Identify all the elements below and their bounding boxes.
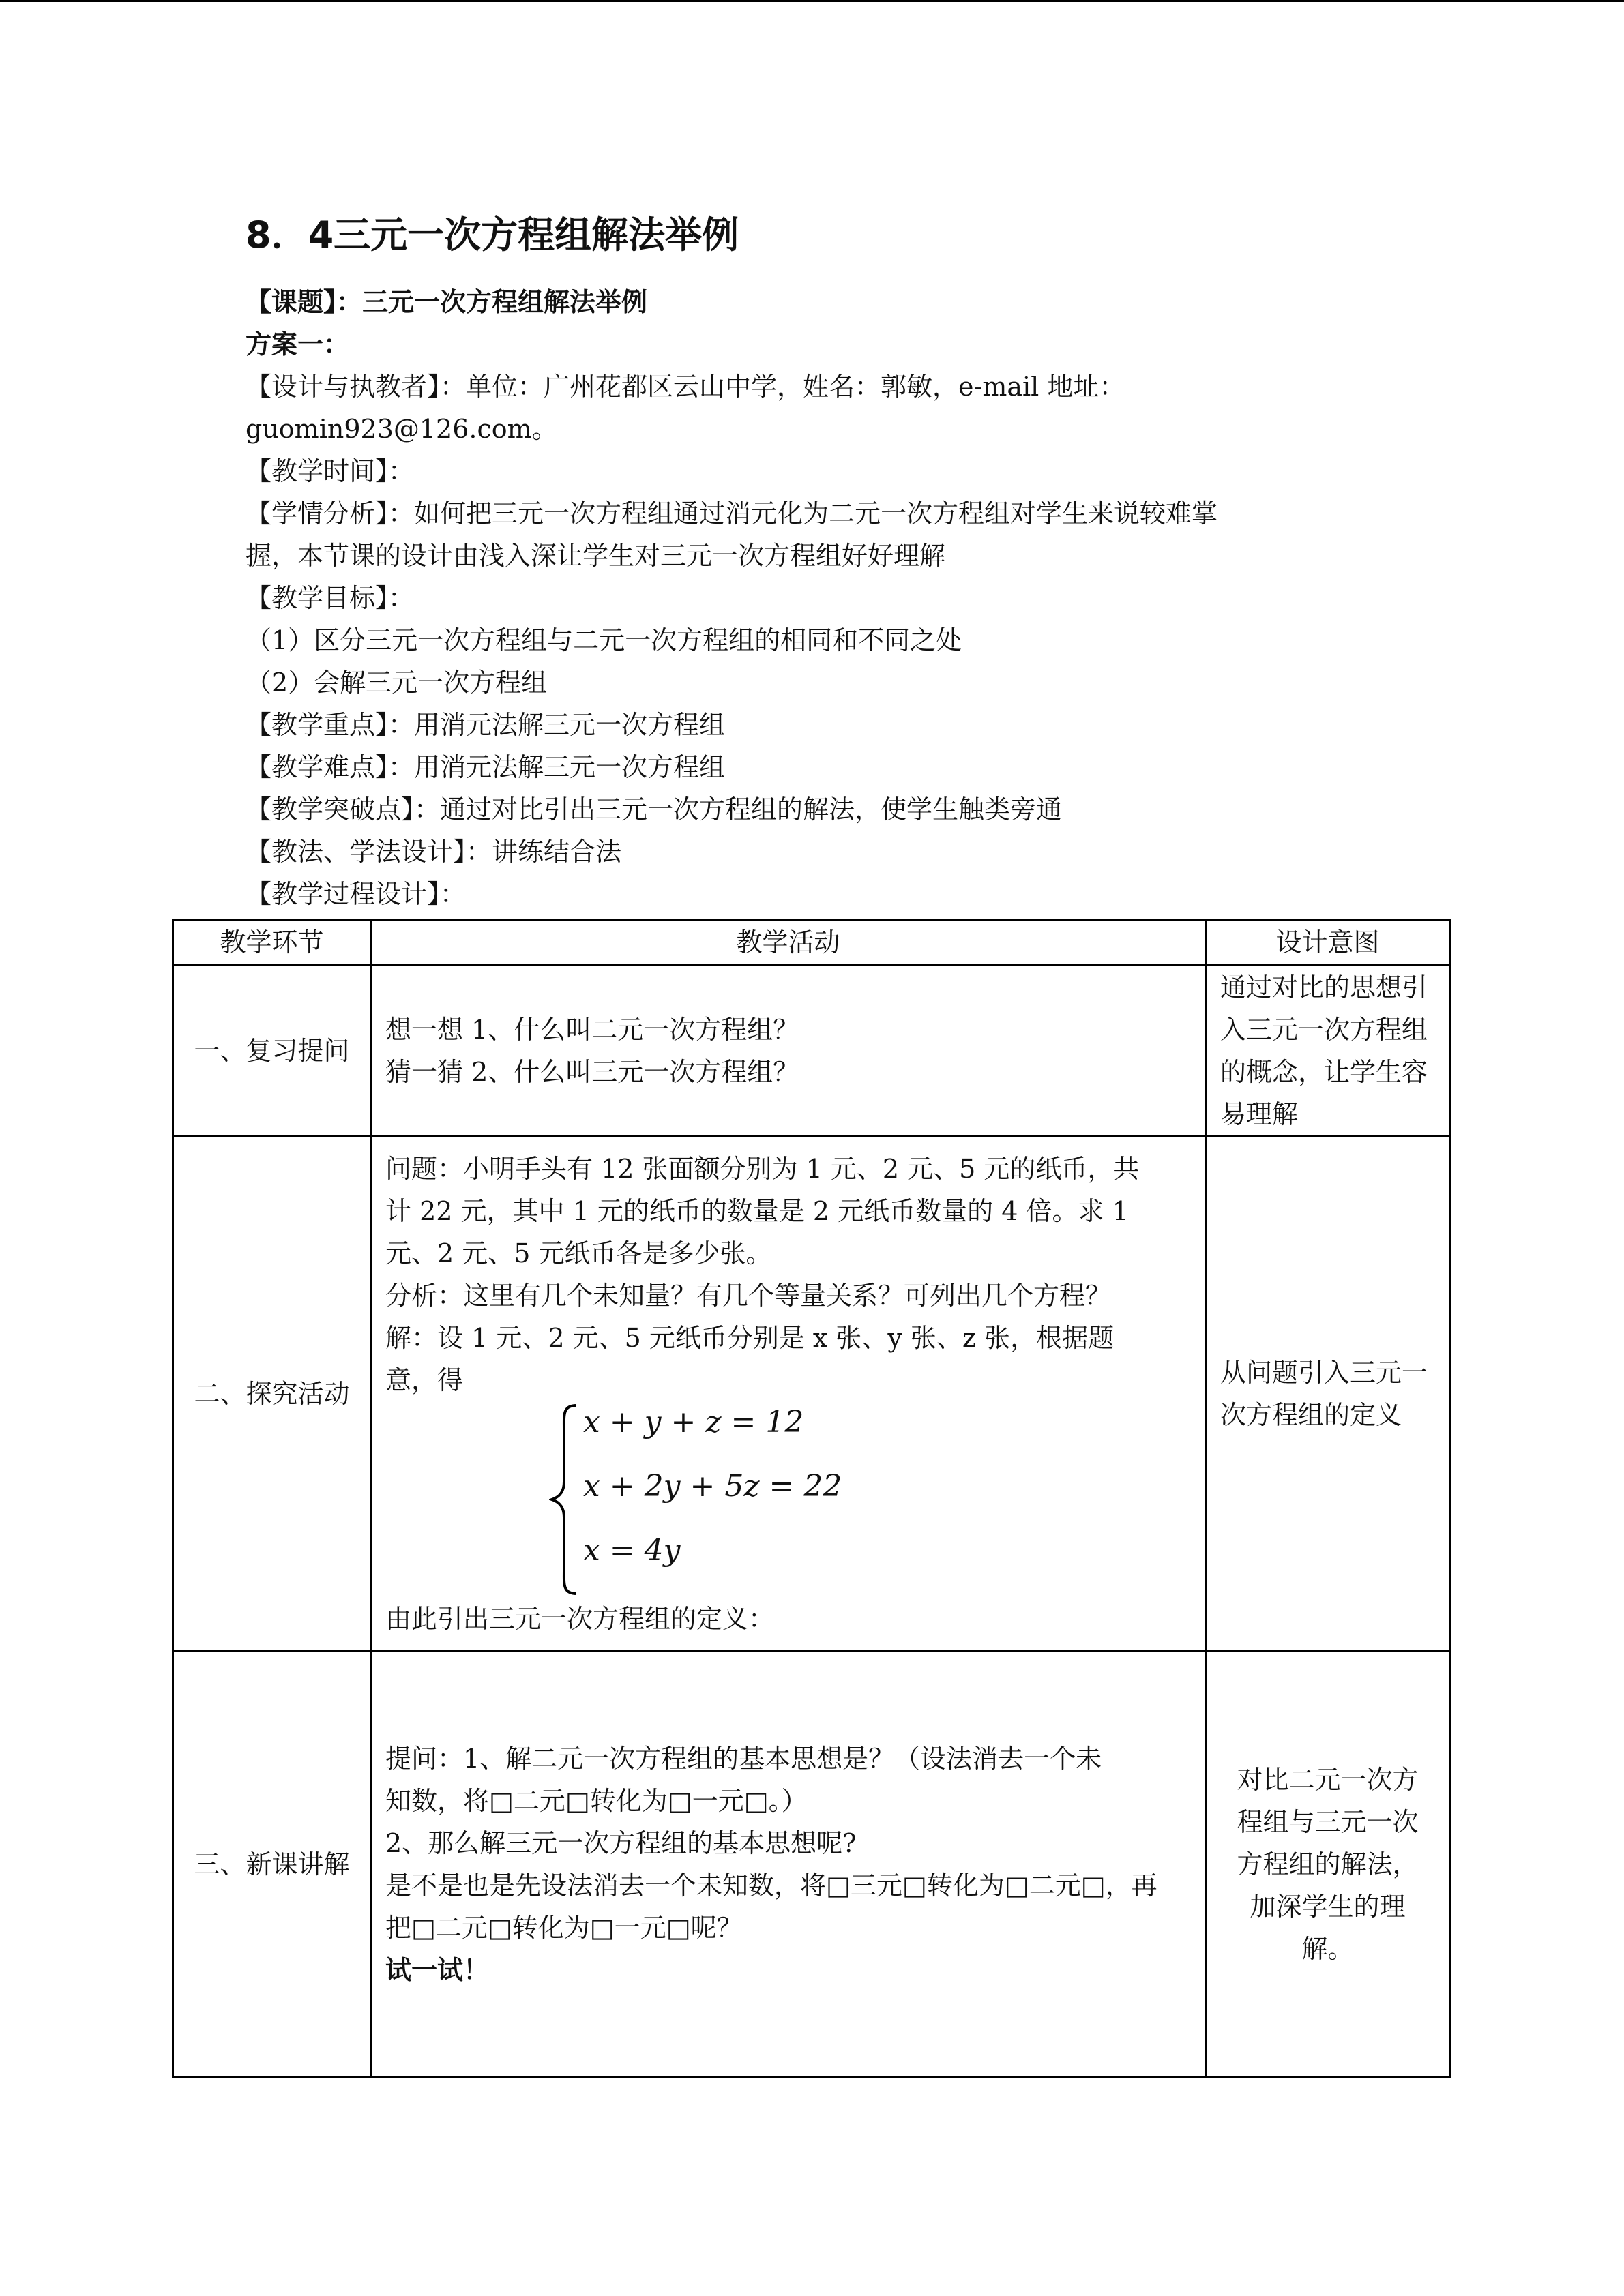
analysis-line-2: 握，本节课的设计由浅入深让学生对三元一次方程组好好理解: [246, 541, 946, 571]
equation-2: x + 2y + 5z = 22: [583, 1468, 842, 1504]
intent-line: 解。: [1301, 1933, 1354, 1964]
activity-line: 知数，将□二元□转化为□一元□。）: [385, 1785, 808, 1816]
method: 【教法、学法设计】：讲练结合法: [246, 837, 622, 867]
goal-1: （1）区分三元一次方程组与二元一次方程组的相同和不同之处: [246, 625, 962, 655]
equation-3: x = 4y: [583, 1532, 681, 1568]
equation-1: x + y + z = 12: [583, 1404, 804, 1440]
intent-review: 通过对比的思想引入三元一次方程组的概念，让学生容易理解: [1206, 965, 1450, 1137]
table-row: [173, 965, 1450, 1137]
header-intent: 设计意图: [1206, 921, 1450, 965]
activity-line: 猜一猜 2、什么叫三元一次方程组？: [385, 1056, 799, 1087]
activity-line: 2、那么解三元一次方程组的基本思想呢?: [385, 1828, 857, 1858]
goals-label: 【教学目标】：: [246, 583, 415, 613]
email-line: guomin923@126.com。: [246, 414, 558, 444]
breakthrough: 【教学突破点】：通过对比引出三元一次方程组的解法，使学生触类旁通: [246, 794, 1063, 824]
try-it-label: 试一试！: [385, 1954, 490, 1985]
activity-line: 意，得: [385, 1365, 464, 1395]
activity-line: 由此引出三元一次方程组的定义：: [385, 1603, 775, 1634]
activity-line: 提问：1、解二元一次方程组的基本思想是？（设法消去一个未: [385, 1743, 1102, 1774]
difficulty: 【教学难点】：用消元法解三元一次方程组: [246, 752, 726, 782]
designer-line: 【设计与执教者】：单位：广州花都区云山中学，姓名：郭敏，e-mail 地址：: [246, 372, 1125, 402]
lesson-meta: [246, 281, 1405, 915]
topic-line: [246, 281, 1405, 323]
plan-label: 方案一：: [246, 329, 350, 359]
intent-line: 程组与三元一次: [1237, 1806, 1419, 1837]
process-label: 【教学过程设计】：: [246, 879, 467, 909]
activity-line: 问题：小明手头有 12 张面额分别为 1 元、2 元、5 元的纸币，共: [385, 1153, 1140, 1184]
left-brace-icon: [549, 1401, 579, 1598]
time-line: 【教学时间】：: [246, 456, 415, 486]
intent-line: 加深学生的理: [1250, 1891, 1406, 1922]
teaching-process-table: [172, 919, 1451, 2078]
header-stage: 教学环节: [173, 921, 371, 965]
key-point: 【教学重点】：用消元法解三元一次方程组: [246, 710, 726, 740]
activity-line: 计 22 元，其中 1 元的纸币的数量是 2 元纸币数量的 4 倍。求 1: [385, 1195, 1129, 1226]
activity-review: [371, 965, 1206, 1137]
intent-explore: 从问题引入三元一次方程组的定义: [1206, 1137, 1450, 1651]
topic-value: 三元一次方程组解法举例: [362, 287, 648, 317]
intent-new-lesson: [1206, 1651, 1450, 2078]
header-activity: 教学活动: [371, 921, 1206, 965]
analysis-line-1: 【学情分析】：如何把三元一次方程组通过消元化为二元一次方程组对学生来说较难掌: [246, 498, 1218, 528]
activity-line: 想一想 1、什么叫二元一次方程组？: [385, 1014, 799, 1045]
activity-explore: [371, 1137, 1206, 1651]
stage-new-lesson: 三、新课讲解: [173, 1651, 371, 2078]
intent-line: 方程组的解法，: [1237, 1849, 1419, 1879]
equation-system: [549, 1401, 1191, 1598]
intent-line: 对比二元一次方: [1237, 1764, 1419, 1795]
activity-line: 元、2 元、5 元纸币各是多少张。: [385, 1238, 772, 1268]
table-row: [173, 1651, 1450, 2078]
activity-line: 把□二元□转化为□一元□呢？: [385, 1912, 743, 1943]
activity-line: 解：设 1 元、2 元、5 元纸币分别是 x 张、y 张、z 张，根据题: [385, 1322, 1114, 1353]
topic-label: 【课题】：: [246, 287, 363, 317]
activity-line: 是不是也是先设法消去一个未知数，将□三元□转化为□二元□，再: [385, 1870, 1157, 1900]
document-title: 8．4三元一次方程组解法举例: [246, 213, 739, 256]
stage-review: 一、复习提问: [173, 965, 371, 1137]
activity-line: 分析：这里有几个未知量？有几个等量关系？可列出几个方程？: [385, 1280, 1112, 1311]
table-row: [173, 1137, 1450, 1651]
goal-2: （2）会解三元一次方程组: [246, 668, 548, 698]
top-border-line: [0, 0, 1624, 2]
stage-explore: 二、探究活动: [173, 1137, 371, 1651]
table-header-row: [173, 921, 1450, 965]
activity-new-lesson: [371, 1651, 1206, 2078]
